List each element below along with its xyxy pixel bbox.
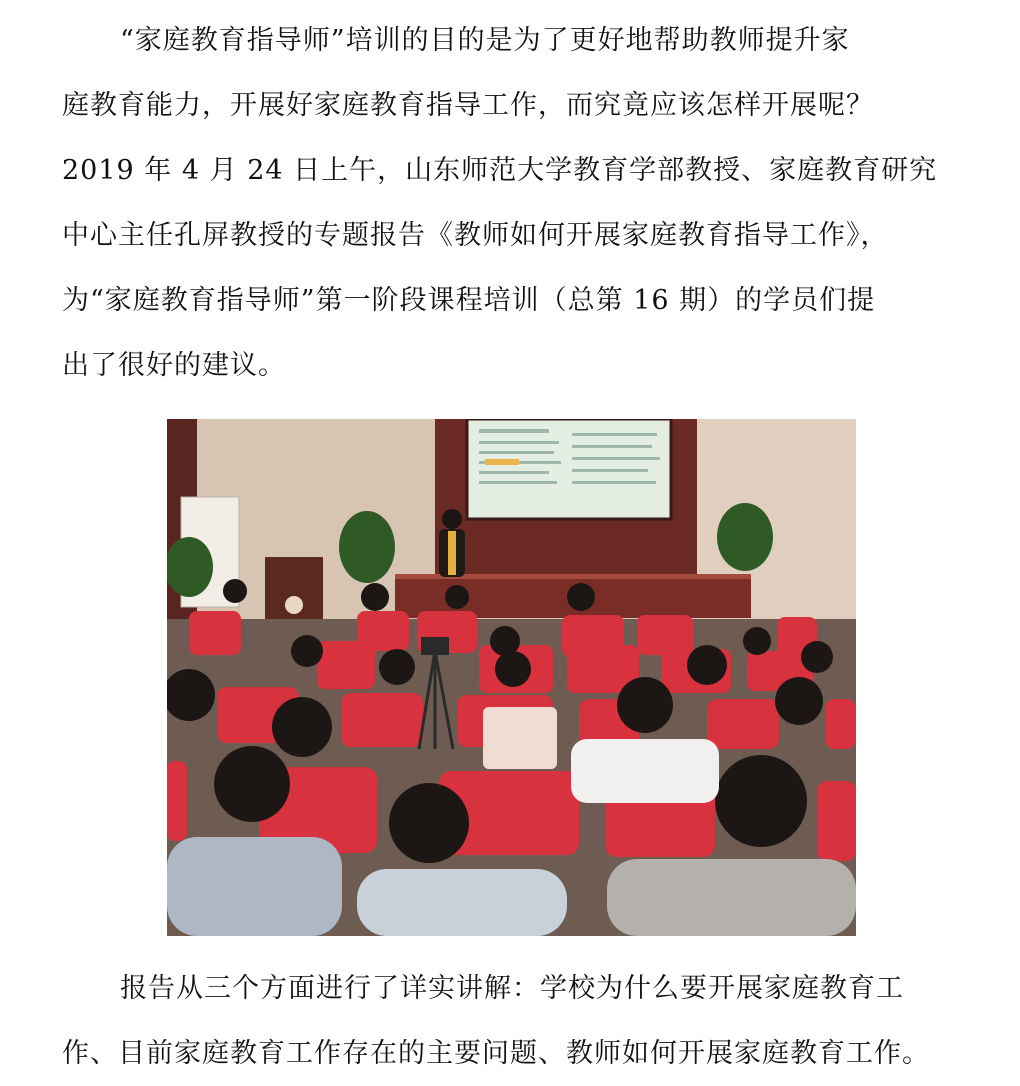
text-line: 为“家庭教育指导师”第一阶段课程培训（总第 16 期）的学员们提 <box>62 285 876 316</box>
intro-paragraph <box>62 8 958 398</box>
lecture-hall-photo <box>167 419 856 936</box>
text-line: 出了很好的建议。 <box>62 350 286 381</box>
text-line: “家庭教育指导师”培训的目的是为了更好地帮助教师提升家 <box>120 25 850 56</box>
text-line: 作、目前家庭教育工作存在的主要问题、教师如何开展家庭教育工作。 <box>62 1038 930 1069</box>
text-line: 中心主任孔屏教授的专题报告《教师如何开展家庭教育指导工作》， <box>62 220 889 251</box>
report-summary-paragraph <box>62 956 958 1086</box>
text-line: 报告从三个方面进行了详实讲解：学校为什么要开展家庭教育工 <box>120 973 904 1004</box>
text-line: 2019 年 4 月 24 日上午，山东师范大学教育学部教授、家庭教育研究 <box>62 155 938 186</box>
text-line: 庭教育能力，开展好家庭教育指导工作，而究竟应该怎样开展呢？ <box>62 90 874 121</box>
